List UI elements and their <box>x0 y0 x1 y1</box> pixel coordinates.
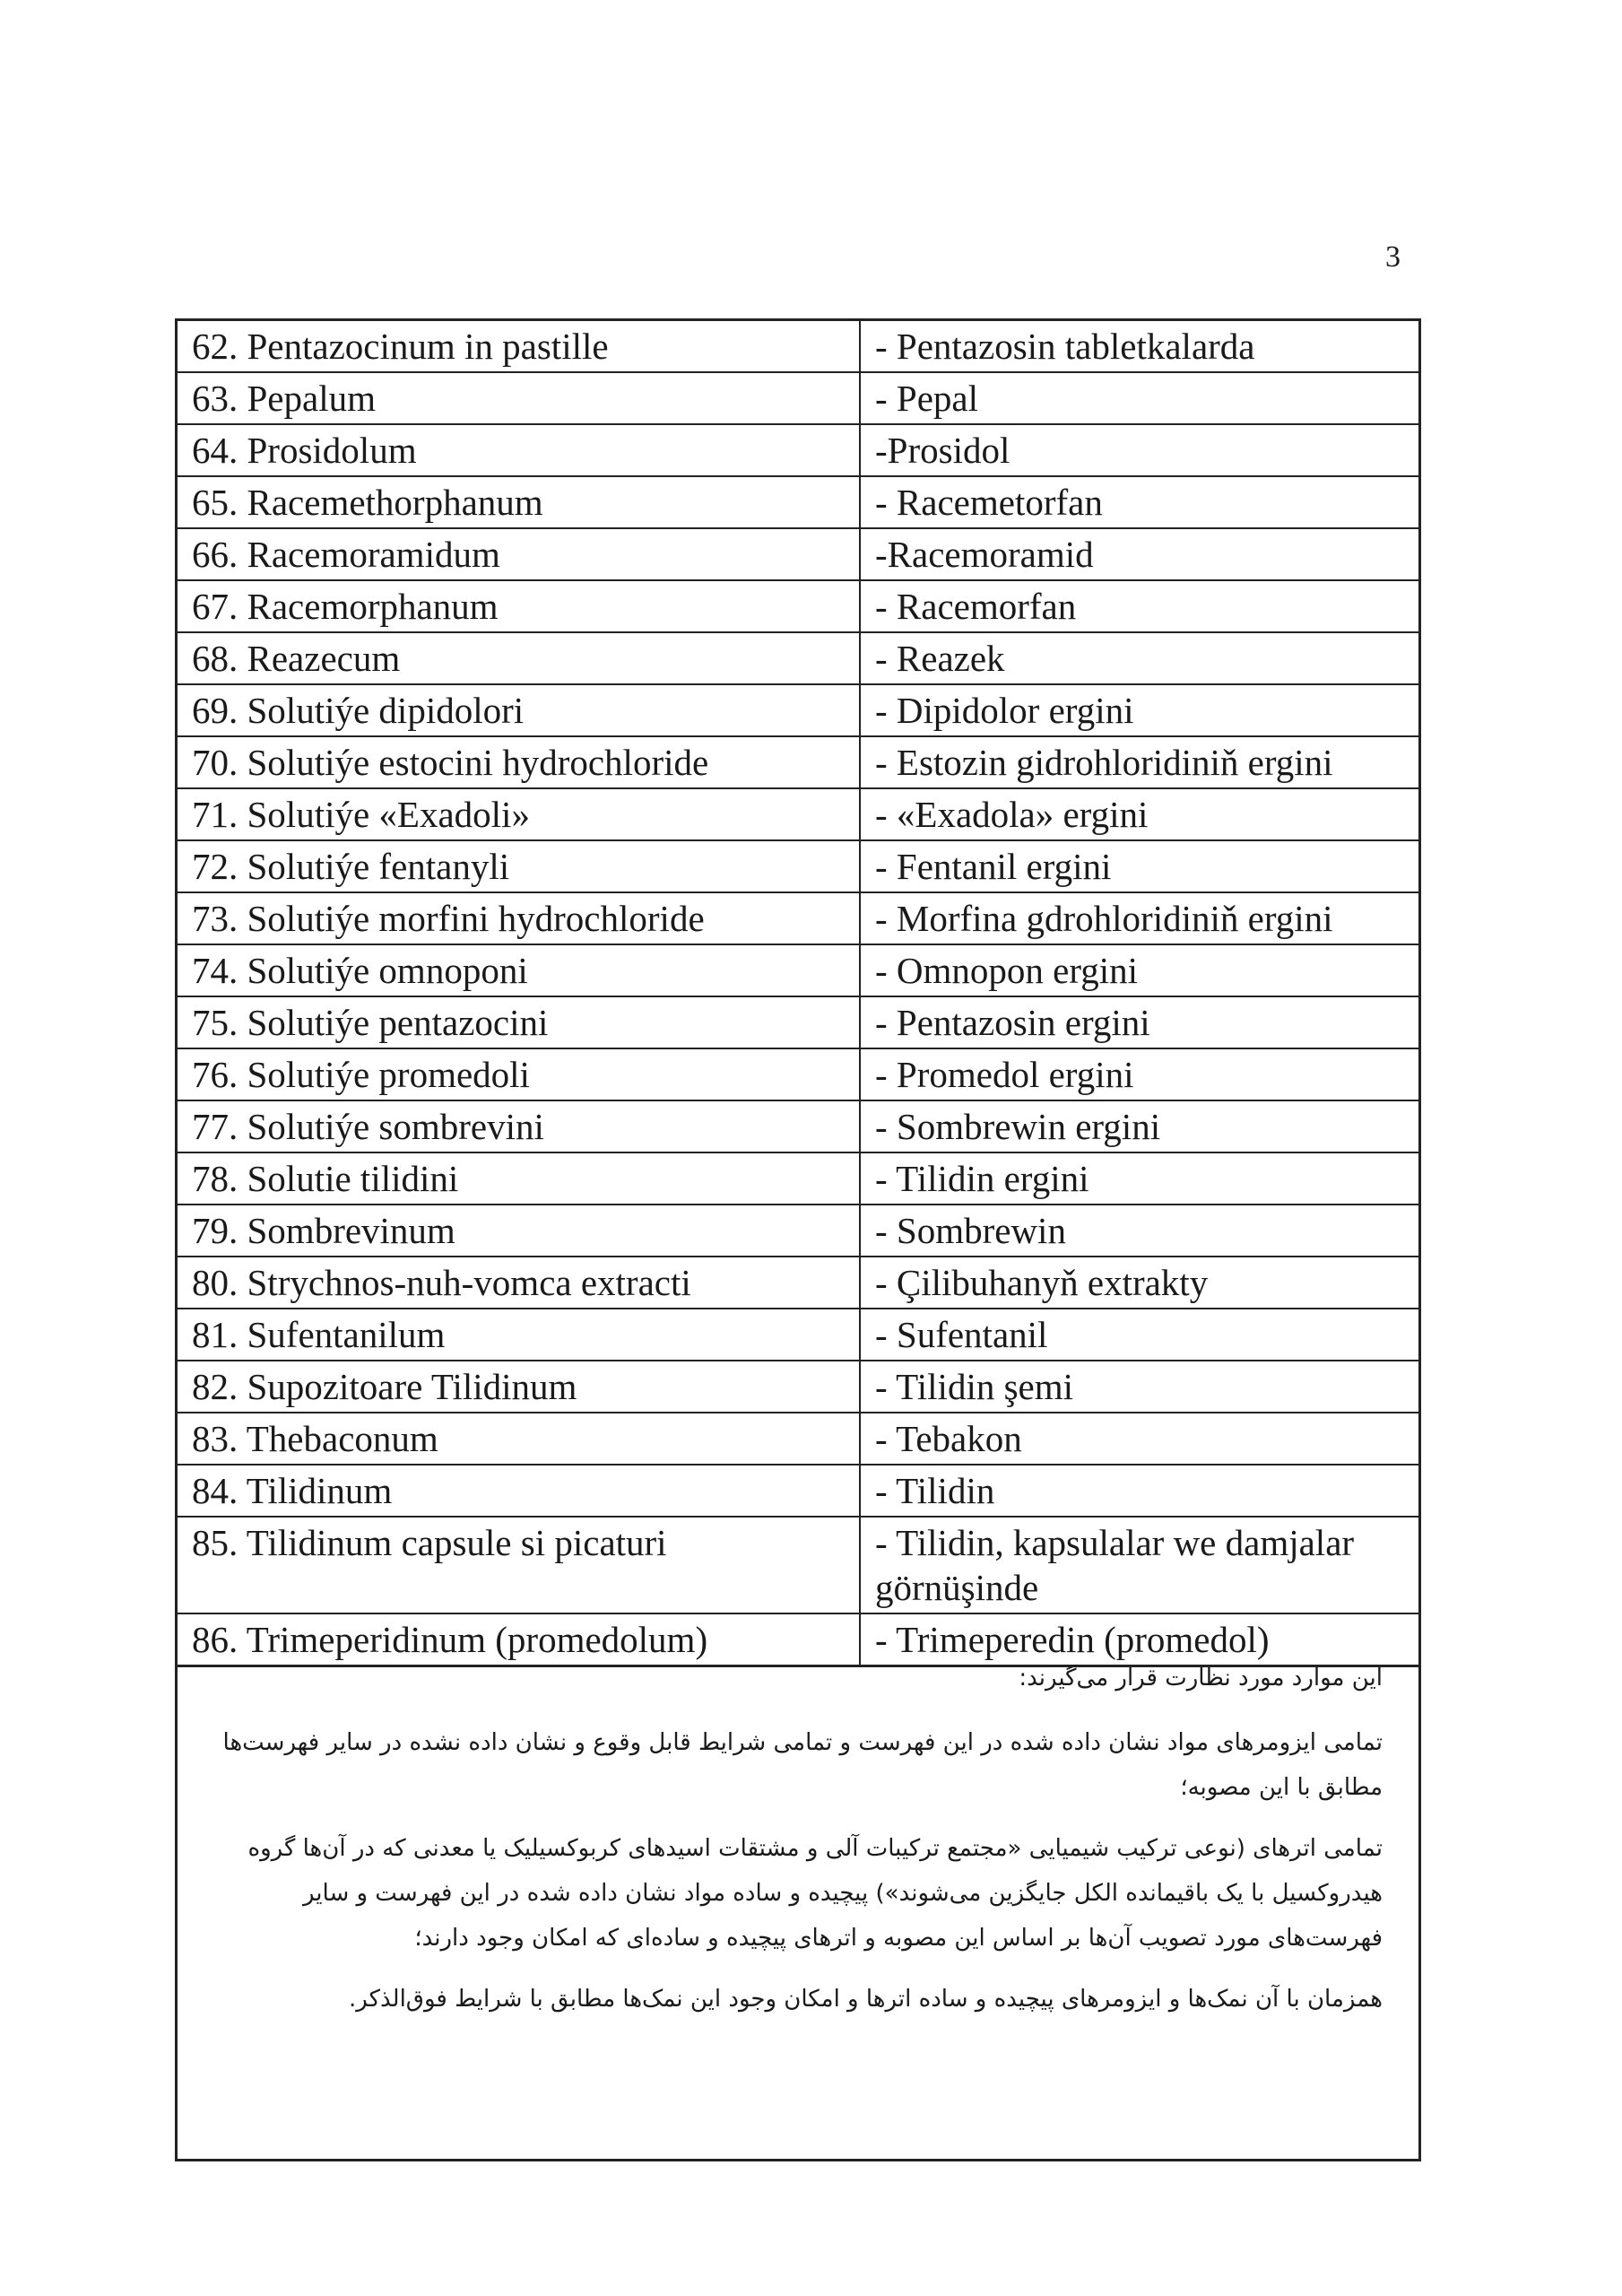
substance-table <box>175 318 1421 1667</box>
turkmen-name-cell: - Estozin gidrohloridiniň ergini <box>860 736 1420 788</box>
table-row <box>177 996 1420 1048</box>
latin-name-cell: 72. Solutiýe fentanyli <box>177 840 861 892</box>
turkmen-name-cell: - Omnopon ergini <box>860 944 1420 996</box>
latin-name-cell: 81. Sufentanilum <box>177 1309 861 1361</box>
turkmen-name-cell: - Trimeperedin (promedol) <box>860 1613 1420 1666</box>
latin-name-cell: 68. Reazecum <box>177 632 861 684</box>
turkmen-name-cell: - Pentazosin tabletkalarda <box>860 320 1420 373</box>
turkmen-name-cell: - Tilidin ergini <box>860 1152 1420 1205</box>
turkmen-name-cell: - Pentazosin ergini <box>860 996 1420 1048</box>
table-row <box>177 1257 1420 1309</box>
latin-name-cell: 65. Racemethorphanum <box>177 476 861 528</box>
table-row <box>177 684 1420 736</box>
latin-name-cell: 79. Sombrevinum <box>177 1205 861 1257</box>
latin-name-cell: 62. Pentazocinum in pastille <box>177 320 861 373</box>
table-row <box>177 1152 1420 1205</box>
turkmen-name-cell: -Prosidol <box>860 424 1420 476</box>
table-body <box>177 320 1420 1666</box>
turkmen-name-cell: - Racemorfan <box>860 580 1420 632</box>
table-row <box>177 476 1420 528</box>
turkmen-name-cell: - Dipidolor ergini <box>860 684 1420 736</box>
latin-name-cell: 64. Prosidolum <box>177 424 861 476</box>
latin-name-cell: 69. Solutiýe dipidolori <box>177 684 861 736</box>
latin-name-cell: 86. Trimeperidinum (promedolum) <box>177 1613 861 1666</box>
latin-name-cell: 78. Solutie tilidini <box>177 1152 861 1205</box>
table-row <box>177 892 1420 944</box>
turkmen-name-cell: - Tilidin <box>860 1465 1420 1517</box>
turkmen-name-cell: - Racemetorfan <box>860 476 1420 528</box>
turkmen-name-cell: - Çilibuhanyň extrakty <box>860 1257 1420 1309</box>
table-row <box>177 1309 1420 1361</box>
table-row <box>177 372 1420 424</box>
turkmen-name-cell: - Promedol ergini <box>860 1048 1420 1100</box>
latin-name-cell: 74. Solutiýe omnoponi <box>177 944 861 996</box>
table-row <box>177 424 1420 476</box>
table-row <box>177 1205 1420 1257</box>
latin-name-cell: 84. Tilidinum <box>177 1465 861 1517</box>
notes-intro: این موارد مورد نظارت قرار می‌گیرند: <box>1019 1665 1383 1692</box>
turkmen-name-cell: - Reazek <box>860 632 1420 684</box>
turkmen-name-cell: - Fentanil ergini <box>860 840 1420 892</box>
latin-name-cell: 77. Solutiýe sombrevini <box>177 1100 861 1152</box>
turkmen-name-cell: - Sombrewin ergini <box>860 1100 1420 1152</box>
table-row <box>177 788 1420 840</box>
turkmen-name-cell: - Pepal <box>860 372 1420 424</box>
turkmen-name-cell: - Morfina gdrohloridiniň ergini <box>860 892 1420 944</box>
turkmen-name-cell: - Sufentanil <box>860 1309 1420 1361</box>
notes-section <box>175 1650 1421 2161</box>
latin-name-cell: 80. Strychnos-nuh-vomca extracti <box>177 1257 861 1309</box>
latin-name-cell: 85. Tilidinum capsule si picaturi <box>177 1517 861 1613</box>
latin-name-cell: 75. Solutiýe pentazocini <box>177 996 861 1048</box>
turkmen-name-cell: - Tilidin şemi <box>860 1361 1420 1413</box>
table-row <box>177 1361 1420 1413</box>
turkmen-name-cell: - Tebakon <box>860 1413 1420 1465</box>
table-row <box>177 320 1420 373</box>
notes-paragraph-ethers: تمامی اترهای (نوعی ترکیب شیمیایی «مجتمع ترکیبات آلی و مشتقات اسیدهای کربوکسیلیک یا معدنی که در آن‌ها گروه هیدروکسیل با یک باقیمانده الکل جایگزین می‌شوند») پیچیده و ساده مواد نشان داده شده در این فهرست و سایر فهرست‌های مورد تصویب آن‌ها بر اساس این مصوبه و اترهای پیچیده و ساده‌ای که امکان وجود دارند؛ <box>247 1835 1383 1952</box>
table-row <box>177 736 1420 788</box>
latin-name-cell: 63. Pepalum <box>177 372 861 424</box>
latin-name-cell: 83. Thebaconum <box>177 1413 861 1465</box>
latin-name-cell: 73. Solutiýe morfini hydrochloride <box>177 892 861 944</box>
turkmen-name-cell: - Tilidin, kapsulalar we damjalar görnüşinde <box>860 1517 1420 1613</box>
turkmen-name-cell: - Sombrewin <box>860 1205 1420 1257</box>
table-row <box>177 528 1420 580</box>
latin-name-cell: 67. Racemorphanum <box>177 580 861 632</box>
table-row <box>177 944 1420 996</box>
table-row <box>177 580 1420 632</box>
latin-name-cell: 82. Supozitoare Tilidinum <box>177 1361 861 1413</box>
table-row <box>177 632 1420 684</box>
turkmen-name-cell: - «Exadola» ergini <box>860 788 1420 840</box>
table-row <box>177 1465 1420 1517</box>
turkmen-name-cell: -Racemoramid <box>860 528 1420 580</box>
table-row <box>177 1413 1420 1465</box>
page-number: 3 <box>1385 240 1401 274</box>
table-row <box>177 840 1420 892</box>
notes-paragraph-isomers: تمامی ایزومرهای مواد نشان داده شده در این فهرست و تمامی شرایط قابل وقوع و نشان داده نشده در سایر فهرست‌ها مطابق با این مصوبه؛ <box>222 1729 1383 1801</box>
table-row <box>177 1100 1420 1152</box>
latin-name-cell: 66. Racemoramidum <box>177 528 861 580</box>
table-row <box>177 1048 1420 1100</box>
latin-name-cell: 70. Solutiýe estocini hydrochloride <box>177 736 861 788</box>
notes-paragraph-salts: همزمان با آن نمک‌ها و ایزومرهای پیچیده و ساده اترها و امکان وجود این نمک‌ها مطابق با شرایط فوق‌الذکر. <box>349 1986 1383 2013</box>
latin-name-cell: 71. Solutiýe «Exadoli» <box>177 788 861 840</box>
table-row <box>177 1517 1420 1613</box>
latin-name-cell: 76. Solutiýe promedoli <box>177 1048 861 1100</box>
